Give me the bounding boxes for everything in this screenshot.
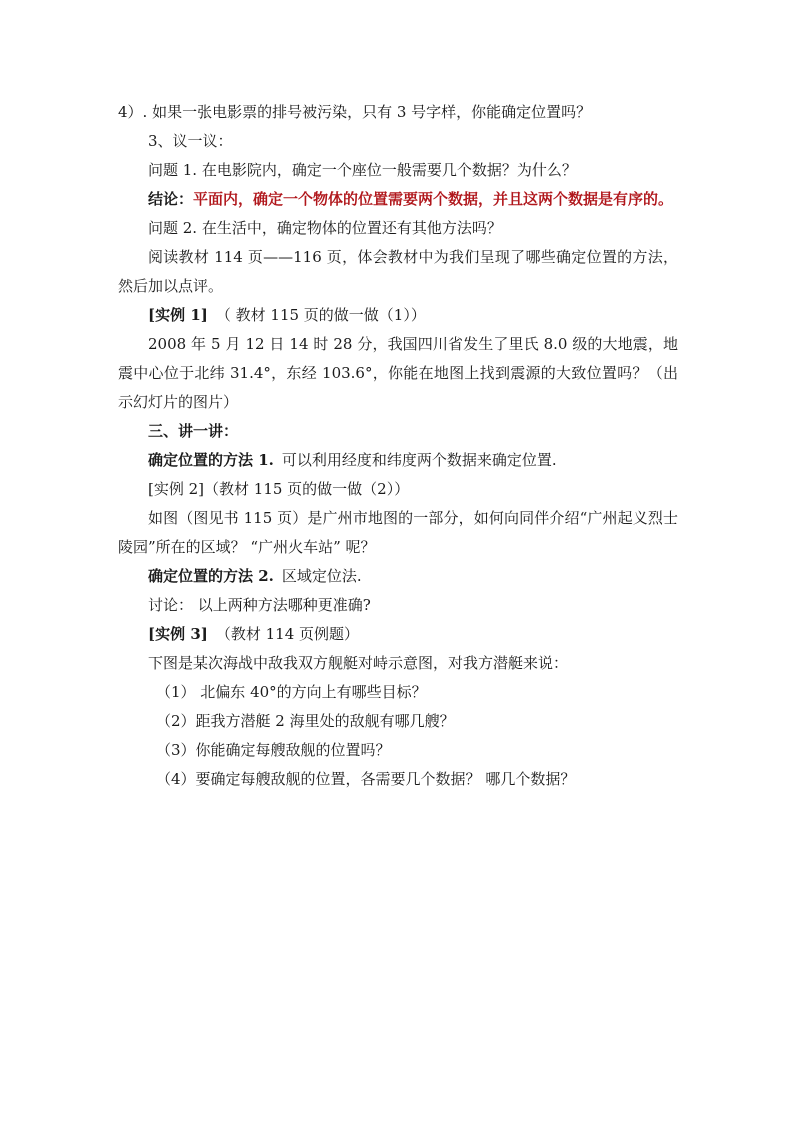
section-3-heading: 三、讲一讲： xyxy=(148,422,239,440)
example-1 xyxy=(118,301,678,330)
reading-instruction: 阅读教材 114 页——116 页，体会教材中为我们呈现了哪些确定位置的方法，然后加以点评。 xyxy=(118,248,678,295)
sub-question-1: （1） 北偏东 40°的方向上有哪些目标？ xyxy=(156,683,427,701)
sub-question-2: （2）距我方潜艇 2 海里处的敌舰有哪几艘？ xyxy=(156,712,455,730)
naval-intro: 下图是某次海战中敌我双方舰艇对峙示意图，对我方潜艇来说： xyxy=(148,654,569,672)
example-3-label: [实例 3] xyxy=(148,625,208,643)
method-1-text: 可以利用经度和纬度两个数据来确定位置. xyxy=(281,451,557,469)
problem-1: 问题 1. 在电影院内，确定一个座位一般需要几个数据？为什么？ xyxy=(148,161,577,179)
example-3-ref: （教材 114 页例题） xyxy=(215,625,360,643)
example-1-ref: （ 教材 115 页的做一做（1）） xyxy=(215,306,426,324)
method-1 xyxy=(118,446,678,475)
method-1-label: 确定位置的方法 1. xyxy=(148,451,274,469)
sub-question-3: （3）你能确定每艘敌舰的位置吗？ xyxy=(156,741,391,759)
conclusion-label: 结论： xyxy=(148,190,194,208)
document-page xyxy=(118,98,678,794)
guangzhou-paragraph: 如图（图见书 115 页）是广州市地图的一部分，如何向同伴介绍“广州起义烈士陵园”所在的区域？ “广州火车站” 呢？ xyxy=(118,509,678,556)
problem-2: 问题 2. 在生活中，确定物体的位置还有其他方法吗？ xyxy=(148,219,502,237)
example-2: [实例 2]（教材 115 页的做一做（2）） xyxy=(148,480,410,498)
question-4: 4）. 如果一张电影票的排号被污染，只有 3 号字样，你能确定位置吗？ xyxy=(118,103,592,121)
conclusion-text: 平面内，确定一个物体的位置需要两个数据，并且这两个数据是有序的。 xyxy=(193,190,674,208)
method-2-label: 确定位置的方法 2. xyxy=(148,567,274,585)
discussion: 讨论： 以上两种方法哪种更准确? xyxy=(148,596,371,614)
conclusion xyxy=(118,185,678,214)
example-1-label: [实例 1] xyxy=(148,306,208,324)
discuss-heading: 3、议一议： xyxy=(148,132,233,150)
method-2 xyxy=(118,562,678,591)
earthquake-paragraph: 2008 年 5 月 12 日 14 时 28 分，我国四川省发生了里氏 8.0 级的大地震，地震中心位于北纬 31.4°，东经 103.6°，你能在地图上找到震源的大致位置吗？（出示幻灯片的图片） xyxy=(118,335,678,411)
sub-question-4: （4）要确定每艘敌舰的位置，各需要几个数据？ 哪几个数据？ xyxy=(156,770,576,788)
example-3 xyxy=(118,620,678,649)
method-2-text: 区域定位法. xyxy=(281,567,362,585)
